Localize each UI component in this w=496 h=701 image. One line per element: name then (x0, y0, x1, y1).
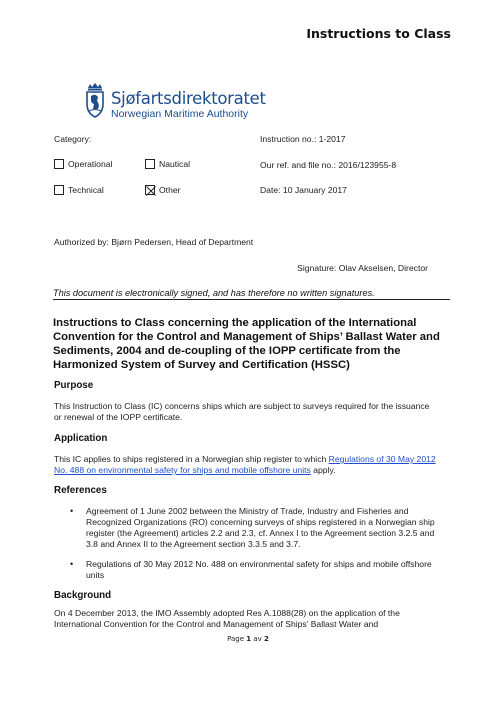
authorized-by: Authorized by: Bjørn Pedersen, Head of Department (54, 237, 254, 247)
category-nautical (145, 159, 190, 169)
application-text (54, 454, 446, 476)
category-operational (54, 159, 112, 169)
document-title: Instructions to Class concerning the application of the International Convention for the Control and Management of Ships’ Ballast Water and Sediments, 2004 and de-coupling of the IOPP certificate from the Harmonized System of Survey and Certification (HSSC) (53, 317, 440, 371)
instruction-number: Instruction no.: 1-2017 (260, 134, 346, 144)
background-heading: Background (54, 590, 112, 601)
page-footer (0, 635, 496, 643)
authority-logo (84, 82, 266, 125)
logo-name: Sjøfartsdirektoratet (111, 89, 266, 108)
category-other (145, 185, 181, 195)
unchecked-box-icon (54, 159, 64, 169)
purpose-heading: Purpose (54, 380, 94, 391)
list-item: • Regulations of 30 May 2012 No. 488 on environmental safety for ships and mobile offshore units (70, 559, 446, 581)
separator-rule (53, 299, 450, 300)
application-text-end: apply. (310, 465, 336, 475)
checked-box-icon (145, 185, 155, 195)
current-page-number: 1 (246, 635, 252, 643)
total-page-number: 2 (264, 635, 269, 643)
header-title: Instructions to Class (306, 26, 451, 41)
regulations-link[interactable]: Regulations of 30 May 2012 No. 488 on environmental safety for ships and mobile offshore units (54, 454, 436, 475)
category-label: Category: (54, 134, 92, 144)
category-nautical-label: Nautical (159, 159, 191, 169)
purpose-text: This Instruction to Class (IC) concerns ships which are subject to surveys required for the issuance or renewal of the IOPP certificate. (54, 401, 430, 422)
reference-file-number: Our ref. and file no.: 2016/123955-8 (260, 160, 397, 170)
of-word: av (253, 635, 262, 643)
references-heading: References (54, 485, 107, 496)
category-technical (54, 185, 104, 195)
document-date: Date: 10 January 2017 (260, 185, 347, 195)
electronic-signature-notice: This document is electronically signed, and has therefore no written signatures. (53, 288, 375, 298)
application-text-start: This IC applies to ships registered in a Norwegian ship register to which (54, 454, 329, 464)
background-text: On 4 December 2013, the IMO Assembly adopted Res A.1088(28) on the application of the International Convention for the Control and Management of Ships’ Ballast Water and (54, 608, 400, 629)
category-other-label: Other (159, 185, 181, 195)
category-operational-label: Operational (68, 159, 113, 169)
logo-subtitle: Norwegian Maritime Authority (111, 107, 249, 120)
unchecked-box-icon (145, 159, 155, 169)
crown-lion-emblem-icon (84, 82, 106, 125)
signature-line: Signature: Olav Akselsen, Director (297, 263, 428, 273)
application-heading: Application (54, 433, 108, 444)
references-list (70, 506, 446, 581)
unchecked-box-icon (54, 185, 64, 195)
list-item: • Agreement of 1 June 2002 between the Ministry of Trade, Industry and Fisheries and Recognized Organizations (RO) concerning surveys of ships registered in a Norwegian ship register (the Agreement) articles 2.2 and 2.3, cf. Annex I to the Agreement section 3.2.5 and 3.8 and Annex II to the Agreement section 3.3.5 and 3.7. (70, 506, 446, 550)
category-technical-label: Technical (68, 185, 104, 195)
page-word: Page (227, 635, 245, 643)
